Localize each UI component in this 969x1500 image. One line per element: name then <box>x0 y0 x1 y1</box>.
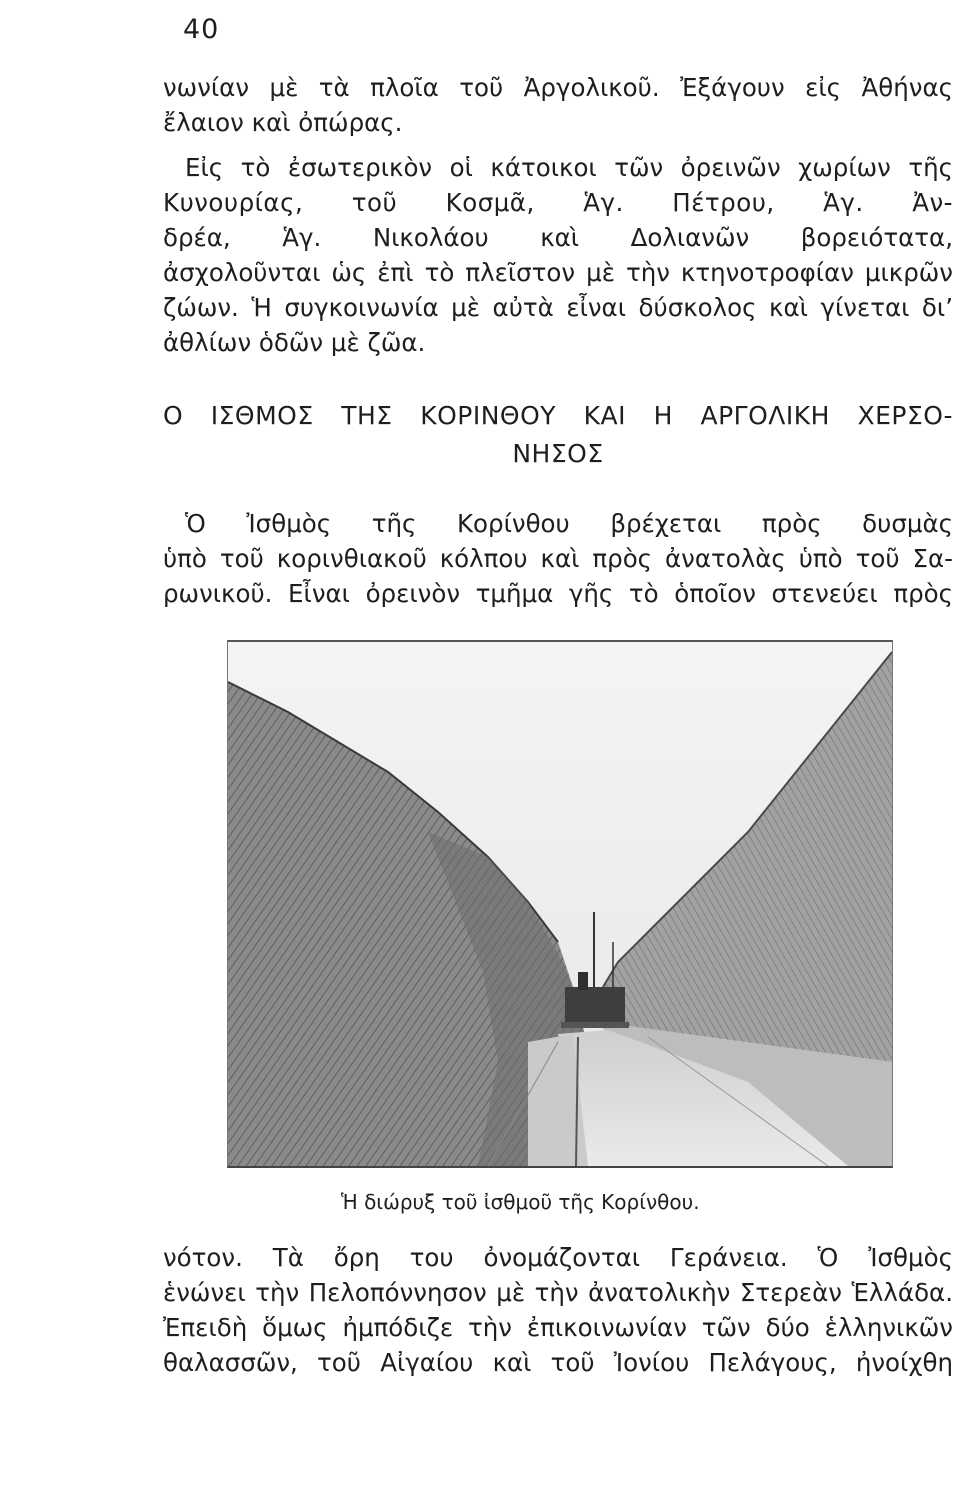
text-line: Εἰς τὸ ἐσωτερικὸν οἱ κάτοικοι τῶν ὀρεινῶν χωρίων τῆς <box>185 153 953 182</box>
text-line: ἀθλίων ὁδῶν μὲ ζῶα. <box>163 328 426 357</box>
canal-photograph <box>227 640 893 1168</box>
text-line: ρωνικοῦ. Εἶναι ὀρεινὸν τμῆμα γῆς τὸ ὁποῖον στενεύει πρὸς <box>163 579 953 608</box>
text-line: Κυνουρίας, τοῦ Κοσμᾶ, Ἁγ. Πέτρου, Ἁγ. Ἀν- <box>163 188 953 217</box>
figure-caption: Ἡ διώρυξ τοῦ ἰσθμοῦ τῆς Κορίνθου. <box>341 1190 700 1214</box>
text-line: Ἐπειδὴ ὅμως ἠμπόδιζε τὴν ἐπικοινωνίαν τῶν δύο ἑλληνικῶν <box>163 1313 953 1342</box>
text-line: ἔλαιον καὶ ὀπώρας. <box>163 108 403 137</box>
text-line: νότον. Τὰ ὄρη του ὀνομάζονται Γεράνεια. Ὁ Ἰσθμὸς <box>163 1243 953 1272</box>
canal-photograph-icon <box>228 642 892 1166</box>
section-heading-line: Ο ΙΣΘΜΟΣ ΤΗΣ ΚΟΡΙΝΘΟΥ ΚΑΙ Η ΑΡΓΟΛΙΚΗ ΧΕΡΣΟ- <box>163 401 953 430</box>
section-heading <box>163 397 953 473</box>
page-number: 40 <box>183 14 220 45</box>
text-line: Ὁ Ἰσθμὸς τῆς Κορίνθου βρέχεται πρὸς δυσμὰς <box>185 509 953 538</box>
text-line: δρέα, Ἁγ. Νικολάου καὶ Δολιανῶν βορειότατα, <box>163 223 953 252</box>
paragraph-kynouria <box>163 150 953 360</box>
text-line: ζώων. Ἡ συγκοινωνία μὲ αὐτὰ εἶναι δύσκολος καὶ γίνεται δι’ <box>163 293 953 322</box>
text-line: θαλασσῶν, τοῦ Αἰγαίου καὶ τοῦ Ἰονίου Πελάγους, ἠνοίχθη <box>163 1348 953 1377</box>
paragraph-gerania <box>163 1240 953 1380</box>
text-line: ἑνώνει τὴν Πελοπόννησον μὲ τὴν ἀνατολικὴν Στερεὰν Ἑλλάδα. <box>163 1278 953 1307</box>
paragraph-exports <box>163 70 953 140</box>
text-line: ἀσχολοῦνται ὡς ἐπὶ τὸ πλεῖστον μὲ τὴν κτηνοτροφίαν μικρῶν <box>163 258 953 287</box>
text-line: ὑπὸ τοῦ κορινθιακοῦ κόλπου καὶ πρὸς ἀνατολὰς ὑπὸ τοῦ Σα- <box>163 544 953 573</box>
paragraph-isthmus <box>163 506 953 611</box>
text-line: νωνίαν μὲ τὰ πλοῖα τοῦ Ἀργολικοῦ. Ἐξάγουν εἰς Ἀθήνας <box>163 73 953 102</box>
section-heading-line: ΝΗΣΟΣ <box>512 439 604 468</box>
